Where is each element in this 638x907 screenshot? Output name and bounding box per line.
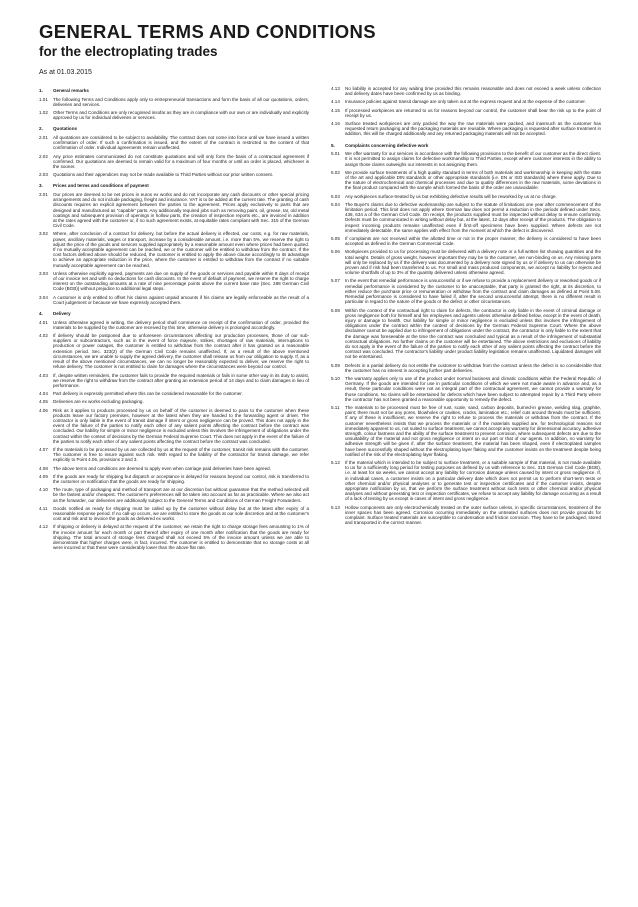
clause-number: 4.11: [39, 505, 48, 511]
document-title: GENERAL TERMS AND CONDITIONS: [39, 21, 377, 42]
clause-number: 4.10: [39, 487, 48, 493]
clause-text: Any workpieces surface-treated by us but exhibiting defective results will be reworked by us at no charge.: [345, 193, 557, 199]
clause-text: The following Terms and Conditions apply only to entrepreneurial transactions and form the basis of all our quotations, orders, deliveries and services.: [53, 96, 309, 107]
clause-number: 3.03: [39, 270, 48, 276]
section-number: 4.: [39, 311, 43, 317]
clause-number: 4.16: [331, 121, 340, 127]
document-subtitle: for the electroplating trades: [39, 44, 218, 59]
clause-number: 5.13: [331, 504, 340, 510]
section: [331, 86, 601, 137]
clause-number: 4.07: [39, 446, 48, 452]
clause: [39, 97, 309, 107]
clause: [39, 447, 309, 463]
clause-number: 2.01: [39, 135, 48, 140]
clause: [39, 399, 309, 404]
clause-text: Defects in a partial delivery do not entitle the customer to withdraw from the contract unless the defect is so considerable that the customer has no interest in accepting further part deliveries.: [345, 362, 601, 373]
clause-text: Hollow components are only electrochemically treated on the outer surface unless, in specific circumstances, treatment of the inner spaces has been agreed. Corrosion occurring immediately on the untreated surfaces does not provide grounds for complaint. Surface treated materials are susceptible to condensation and friction corrosion. They have to be packaged, stored and transported in the correct manner.: [345, 504, 601, 526]
clause-text: Insurance policies against transit damage are only taken out at the express request and at the expense of the customer.: [345, 99, 586, 105]
clause-number: 3.02: [39, 231, 48, 237]
clause-text: All quotations are considered to be subject to availability. The contract does not come into force until we have issued a written confirmation of order. If such a confirmation is issued, and the extent of the contract is restricted to the content of that confirmation of order. Individual agreements remain unaffected.: [53, 135, 309, 151]
clause-number: 4.14: [331, 99, 340, 105]
clause: [39, 524, 309, 550]
clause-number: 4.15: [331, 107, 340, 113]
clause-text: A customer is only entitled to offset his claims against unpaid amounts if his claims are legally enforceable as the result of a Court judgement or because we have expressly accepted them.: [53, 294, 309, 305]
clause: [331, 376, 601, 402]
clause-number: 5.02: [331, 169, 340, 175]
clause: [39, 231, 309, 267]
clause-text: In the event that remedial performance is unsuccessful or if we refuse to provide a replacement delivery or reworked goods or if remedial performance is considered by the customer to be unacceptable, that party is granted the right, at its discretion, to either reduce the purchase price or remuneration or withdraw from the contract and claim damages as defined at Point 5.08. Remedial performance is considered to have failed if, after the second unsuccessful attempt, there is no different result in particular in regard to the nature of the goods or the defect or other circumstances.: [345, 278, 602, 305]
clause: [39, 506, 309, 522]
section-title: Prices and terms and conditions of payment: [53, 183, 149, 189]
clause: [331, 121, 601, 137]
clause-number: 5.06: [331, 249, 340, 255]
section: [39, 88, 309, 120]
section-number: 2.: [39, 126, 43, 132]
clause-number: 5.11: [331, 404, 340, 410]
clause-number: 4.02: [39, 333, 48, 339]
clause: [39, 271, 309, 292]
clause-number: 4.12: [39, 524, 48, 530]
clause-text: No liability is accepted for any waiting time provided this remains reasonable and does not exceed a week unless collection and delivery dates have been confirmed by us as binding.: [345, 86, 601, 97]
clause: [331, 505, 601, 526]
clause: [39, 333, 309, 369]
clause-text: The materials to be processed must be free of rust, scale, sand, carbon deposits, burned-in grease, welding slag, graphite, paint; there must not be any pores, blowholes or cavities, cracks, lamination etc.; relief cuts around threads must be sufficient. If any of these is insufficient, we reserve the right to refuse to process the materials or withdraw from the contract. If the customer nevertheless insists that we process the materials or if the materials supplied are, for technological reasons not immediately apparent to us, not suited to surface treatment, we cannot accept any warranty for dimensional accuracy, adhesive strength, colour fastness and the ability of the surface treatment to prevent corrosion, where subsequent defects are due to the unsuitability of the material and not gross negligence or intent on our part or that of our agents. In addition, no warranty for adhesive strength will be given if, after the surface treatment, the material has been shaped, even if electroplated samples have been successfully shaped without the electroplating layer flaking and the customer insists on the treatment despite being notified of the risk of the electroplating layer flaking.: [345, 404, 601, 457]
clause: [39, 110, 309, 120]
clause-text: Unless otherwise agreed in writing, the delivery period shall commence on receipt of the confirmation of order, provided the materials to be supplied by the customer are received by this time, otherwise delivery is prolonged accordingly.: [53, 319, 309, 330]
left-column: [39, 88, 309, 556]
clause-text: Quotations and their appendices may not be made available to Third Parties without our prior written consent.: [53, 172, 274, 178]
clause: [331, 151, 601, 167]
clause-number: 1.02: [39, 110, 48, 115]
section-title: General remarks: [53, 88, 89, 93]
clause: [331, 249, 601, 275]
section-title: Delivery: [53, 311, 71, 317]
clause-number: 4.03: [39, 372, 48, 378]
clause-number: 3.01: [39, 192, 48, 198]
section-heading: [39, 88, 309, 94]
clause-text: Deliveries are ex works excluding packaging.: [53, 399, 144, 405]
right-column: [331, 86, 601, 531]
clause-text: The Buyer's claims due to defective workmanship are subject to the statute of limitations one year after commencement of the limitation period. This limit does not apply where German law does not permit a reduction in the periods defined under Secs. 438, 634 a of the German Civil Code. On receipt, the products supplied must be inspected without delay to ensure conformity. Defects must be communicated in writing without delay but, at the latest, 12 days after receipt of the products. The obligation to inspect incoming products remains unaffected even if first-off specimens have been supplied. Where defects are not immediately detectable, the same applies with effect from the moment at which the defect is discovered.: [345, 201, 601, 233]
clause-text: The above terms and conditions are deemed to apply even when carriage paid deliveries have been agreed.: [53, 465, 271, 471]
clause: [331, 278, 601, 304]
clause-number: 5.03: [331, 193, 340, 199]
clause: [39, 408, 309, 444]
section-heading: [39, 126, 309, 132]
clause-text: If the material which is intended to be subject to surface treatment, or a suitable sample of that material, is not made available to us for a sufficiently long period for testing purposes as defined by us with reference to Sec. 315 German Civil Code (BGB), i.e. at least for six weeks, we cannot accept any liability for corrosion damage unless caused by intent or gross negligence. If, in individual cases, a customer insists on a particular delivery date which does not permit us to perform short-term tests or other chemical and/or physical analyses or to generate test or inspection certificates and if the customer insists, despite appropriate notification by us, that we perform the surface treatment without such tests or other chemical and/or physical analyses and without generating test or inspection certificates, we refuse to accept any liability for damage occurring as a result of a lack of testing by us except in cases of intent and gross negligence.: [345, 459, 601, 502]
clause-number: 5.05: [331, 236, 340, 242]
clause: [39, 172, 309, 177]
clause-number: 4.01: [39, 319, 48, 325]
clause-number: 5.09: [331, 362, 340, 368]
clause: [331, 363, 601, 373]
clause: [39, 295, 309, 305]
clause: [331, 86, 601, 96]
section-heading: [39, 183, 309, 189]
section: [39, 126, 309, 177]
section-title: Quotations: [53, 126, 77, 132]
clause-text: Unless otherwise explicitly agreed, payments are due on supply of the goods or services and payable within 8 days of receipt of our invoice net and with no deductions for cash discounts. In the event of default of payment, we reserve the right to charge interest on the outstanding amounts at a rate of nine percentage points above the current base rate (Sec. 288 German Civil Code (BGB)) without prejudice to additional legal steps.: [53, 270, 309, 292]
document-date: As at 01.03.2015: [39, 69, 92, 76]
section-number: 1.: [39, 88, 43, 93]
clause-number: 1.01: [39, 96, 48, 102]
clause: [331, 405, 601, 457]
clause-number: 4.06: [39, 407, 48, 413]
clause-text: Where, after conclusion of a contract for delivery, but before the actual delivery is effected, our costs, e.g. for raw materials, power, ancillary materials, wages or transport, increase by a considerable amount, i.e. more than 5%, we reserve the right to adjust the price of the goods and services supplied appropriately by a reasonable amount even where prices had been quoted. If no mutually acceptable agreement can be reached, we or the customer will be entitled to withdraw from the contract. If the cost factors defined above should be reduced, the customer is entitled to apply the above clause accordingly to its advantage to achieve an appropriate reduction in the price, where the customer is entitled to withdraw from the contract if no suitable mutually acceptable agreement can be reached.: [53, 231, 309, 268]
clause-number: 4.04: [39, 391, 48, 397]
clause-number: 5.01: [331, 151, 340, 157]
section: [39, 183, 309, 305]
clause: [39, 373, 309, 389]
clause-number: 5.08: [331, 307, 340, 313]
clause-text: The route, type of packaging and method of transport are at our discretion but without guarantee that the method selected will be the fastest and/or cheapest. The customer's preferences will be taken into account as far as practicable. Where we also act as the forwarder, our deliveries are additionally subject to the General Terms and Conditions of German Freight Forwarders.: [53, 487, 309, 503]
clause: [39, 391, 309, 396]
clause-text: Goods notified as ready for shipping must be called up by the customer without delay but at the latest after expiry of a reasonable response period. If no call-up occurs, we are entitled to store the goods at our sole discretion and at the customer's cost and risk and to invoice the goods as delivered ex works.: [53, 505, 309, 522]
clause-number: 4.09: [39, 473, 48, 479]
clause-number: 2.02: [39, 153, 48, 159]
clause: [331, 308, 601, 360]
clause-text: If processed workpieces are returned to us for reasons beyond our control, the customer shall bear the risk up to the point of receipt by us.: [345, 107, 601, 118]
clause-text: If complaints are not received within the allotted time or not in the proper manner, the delivery is considered to have been accepted as defined in the German Commercial Code.: [345, 236, 601, 247]
clause-text: Surface treated workpieces are only packed the way the raw materials were packed, and inasmuch as the customer has requested return packaging and the packaging materials are reusable. Where packaging is requested after surface treatment in addition, this will be charged additionally and any returned packaging materials will not be accepted.: [345, 121, 601, 137]
clause-number: 2.03: [39, 172, 48, 178]
clause-text: We provide surface treatments of a high quality standard in terms of both materials and workmanship in keeping with the state of the art and applicable DIN standards or other appropriate standards (i.e. EN or ISO standards) where these apply. Due to the nature of electrochemical and chemical processes and due to quality differences in the raw materials, some deviations in the final product compared with the sample which formed the basis of the order are unavoidable.: [345, 169, 601, 191]
clause-text: Any price estimates communicated do not constitute quotations and will only form the basis of a contractual agreement if confirmed. Our quotations are deemed to remain valid for a maximum of four months or until an order is placed, whichever is the sooner.: [53, 153, 309, 170]
clause-number: 4.08: [39, 465, 48, 471]
section-number: 3.: [39, 183, 43, 189]
clause-number: 4.05: [39, 399, 48, 405]
clause-text: If, despite written reminders, the customer fails to provide the required materials or fails in some other way in its duty to assist, we reserve the right to withdraw from the contract after granting an extension period of 14 days and to claim damages in lieu of performance.: [53, 372, 309, 388]
clause-text: If shipping or delivery is delayed at the request of the customer, we retain the right to charge storage fees amounting to 1% of the invoice amount for each month or part thereof after expiry of one month after notification that the goods are ready for shipping. The total amount of storage fees charged shall not exceed 5% of the invoice amount unless we are able to demonstrate that higher charges were, in fact, incurred. The customer is entitled to demonstrate that no storage costs at all were incurred or that these were considerably lower than the above flat rate.: [53, 524, 309, 551]
section: [331, 143, 601, 526]
clause-number: 5.12: [331, 459, 340, 465]
clause: [39, 474, 309, 484]
clause-text: We offer warranty for our services in accordance with the following provisions to the benefit of our customer as the direct client. It is not permitted to assign claims for defective workmanship to Third Parties, except where customer interests in the ability to assign those claims outweighs our interests in not assigning them.: [345, 151, 601, 167]
clause: [39, 320, 309, 330]
section-heading: [331, 143, 601, 149]
clause: [331, 108, 601, 118]
clause: [331, 202, 601, 233]
clause-number: 5.04: [331, 201, 340, 207]
clause-text: If delivery should be postponed due to unforeseen circumstances affecting our production processes, those of our sub-suppliers or subcontractors, such as in the event of force majeure, strikes, shortages of raw materials, interruptions to production or power outages, the customer is entitled to withdraw from the contract after it has granted us a reasonable extension period. Sec. 323(2) of the German Civil Code remains unaffected. If, as a result of the above mentioned circumstances, we are unable to supply the agreed delivery, the customer shall release us from our obligation to supply. If, as a result of the above mentioned circumstances, we can no longer be reasonably expected to deliver, we reserve the right to refuse delivery. The customer is not entitled to claim for damages where the circumstances were beyond our control.: [53, 333, 309, 370]
clause-text: Within the context of the contractual right to claim for defects, the contractor is only liable in the event of criminal damage or gross negligence both for himself and his employees and agents unless otherwise defined below, except in the event of death, injury or damage to health. Our liability for simple or minor negligence is excluded unless this involves the infringement of obligations under the contract within the context of decisions by the German Federal Supreme Court. Where the above disclaimer cannot be applied due to infringement of obligations under the contract, the contractor is only liable to the extent that the damage was foreseeable at the time the contract was concluded and typical as a result of the infringement of substantial contractual obligations. No further claims on the customer will be entertained. The above restrictions and exclusions of liability do not apply in the event of the failure of the parties to notify each other of any salient points affecting the contract before the contract was concluded. The contractor's liability under product liability legislation remains unaffected. Liquidated damages will not be entertained.: [345, 307, 601, 360]
clause: [39, 192, 309, 228]
section-number: 5.: [331, 142, 335, 148]
section-heading: [39, 311, 309, 317]
clause-number: 4.13: [331, 86, 340, 91]
clause: [39, 466, 309, 471]
clause: [39, 154, 309, 170]
clause-text: Workpieces provided to us for processing must be delivered with a delivery note or a full written list showing quantities and the total weight. Details of gross weight, however important they may be to the customer, are non-binding on us. Any missing parts will only be replaced by us if the delivery was documented by a delivery note signed by us or if delivery to us can otherwise be proven and if risk had been transferred to us. For small and mass produced components, we accept no liability for rejects and volume shortfalls of up to 3% of the quantity delivered unless otherwise agreed.: [345, 249, 601, 276]
clause-text: Risk as it applies to products processed by us on behalf of the customer is deemed to pass to the customer when these products leave our factory premises, however at the latest when they are handed to the forwarding agent or driver. The contractor is only liable in the event of transit damage if intent or gross negligence can be proved. This does not apply in the event of the failure of the parties to notify each other of any salient points affecting the contract before the contract was concluded. Our liability for simple or minor negligence is excluded unless this involves the infringement of obligations under the contract within the context of decisions by the German Federal Supreme Court. This does not apply in the event of the failure of the parties to notify each other of any salient points affecting the contract before the contract was concluded.: [53, 407, 309, 444]
clause-text: If the goods are ready for shipping but dispatch or acceptance is delayed for reasons beyond our control, risk is transferred to the customer on notification that the goods are ready for shipping.: [53, 473, 309, 484]
clause-number: 5.07: [331, 278, 340, 284]
section: [39, 311, 309, 550]
clause-text: The warranty applies only to use of the product under normal business and climatic conditions within the Federal Republic of Germany. If the goods are intended for use in particular conditions of which we were not made aware in advance and, as a result, these particular conditions were not an integral part of the contractual agreement, we cannot provide a warranty for those conditions. No claims will be entertained for defects which have been subject to attempted repair by a Third Party where the contractor has not been granted a reasonable opportunity to remedy the defect.: [345, 375, 601, 402]
clause-text: Other Terms and Conditions are only recognised insofar as they are in compliance with our own or are individually and explicitly approved by us for individual deliveries or services.: [53, 110, 309, 121]
clause: [39, 135, 309, 151]
clause-number: 3.04: [39, 294, 48, 300]
clause: [331, 170, 601, 191]
clause: [331, 236, 601, 246]
clause: [331, 460, 601, 502]
clause: [331, 194, 601, 199]
clause-number: 5.10: [331, 375, 340, 381]
clause-text: Part delivery is expressly permitted where this can be considered reasonable for the customer.: [53, 391, 243, 397]
clause-text: Our prices are deemed to be net prices in euros ex works and do not incorporate any cash discounts or other special pricing arrangements and do not include packaging, freight and insurance. VAT is to be added at the current rate. The granting of cash discounts requires an explicit agreement between the parties to the agreement. Prices apply exclusively to parts that are designed and manufactured as "capable" parts. Any additionally required jobs such as removing paint, oil, grease, tar, old metal coatings and subsequent provision of openings in hollow parts, the creation of inspection reports etc., are invoiced in addition at the rates agreed with the customer or, if no such agreement exists, at equitable rates compliant with Sec. 315 of the German Civil Code.: [53, 192, 309, 229]
clause-text: If the materials to be processed by us are collected by us at the request of the customer, transit risk remains with the customer. The customer is free to insure against such risk. With regard to the liability of the contractor for transit damage, we refer explicitly to Point 4.06, provisions 2 and 3.: [53, 446, 309, 463]
section-title: Complaints concerning defective work: [345, 142, 429, 148]
clause: [39, 487, 309, 503]
clause: [331, 99, 601, 104]
